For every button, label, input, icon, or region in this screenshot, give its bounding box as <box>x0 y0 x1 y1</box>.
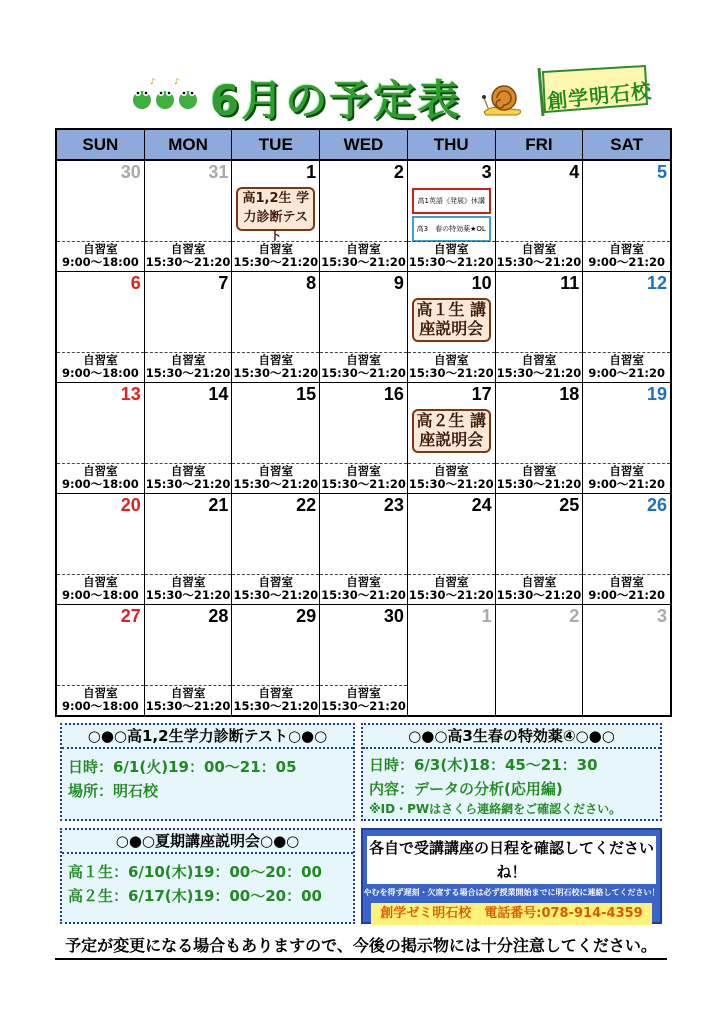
study-room-hours <box>496 241 583 271</box>
study-room-time: 15:30～21:20 <box>233 366 319 380</box>
calendar-day <box>145 605 233 715</box>
study-room-label: 自習室 <box>433 575 469 589</box>
study-room-hours <box>145 685 232 715</box>
calendar-day <box>145 494 233 604</box>
study-room-label: 自習室 <box>433 242 469 256</box>
study-room-time: 9:00～18:00 <box>62 588 139 602</box>
study-room-time: 15:30～21:20 <box>496 477 582 491</box>
info-test-date: 日時：6/1(火)19：00～21：05 <box>68 758 297 776</box>
study-room-time: 15:30～21:20 <box>233 699 319 713</box>
info-kou3-note: ※ID・PWはさくら連絡網をご確認ください。 <box>369 802 622 816</box>
info-test-title: ○●○高1,2生学力診断テスト○●○ <box>62 725 353 749</box>
calendar-day <box>145 161 233 271</box>
study-room-label: 自習室 <box>83 686 118 700</box>
study-room-hours <box>232 463 319 493</box>
study-room-hours <box>145 574 232 604</box>
study-room-label: 自習室 <box>83 353 118 367</box>
day-number: 15 <box>296 384 317 404</box>
study-room-hours <box>320 463 407 493</box>
study-room-label: 自習室 <box>609 242 644 256</box>
study-room-hours <box>145 463 232 493</box>
day-number: 5 <box>657 162 668 182</box>
event-badge: 高１生 講座説明会 <box>412 298 491 342</box>
day-number: 13 <box>120 384 141 404</box>
snail-icon <box>480 78 524 118</box>
info-test-place: 場所：明石校 <box>68 782 159 800</box>
logo-text: 創学明石校 <box>546 78 654 114</box>
study-room-time: 9:00～21:20 <box>588 366 666 380</box>
study-room-hours <box>320 685 407 715</box>
study-room-hours <box>320 352 407 382</box>
calendar-day <box>408 272 496 382</box>
study-room-label: 自習室 <box>258 686 294 700</box>
calendar-weeks <box>57 161 670 715</box>
study-room-label: 自習室 <box>346 575 381 589</box>
study-room-label: 自習室 <box>258 353 294 367</box>
study-room-label: 自習室 <box>521 464 557 478</box>
calendar-day <box>57 494 145 604</box>
study-room-hours <box>320 241 407 271</box>
study-room-hours <box>57 352 144 382</box>
calendar-day <box>408 605 496 715</box>
day-number: 20 <box>120 495 141 515</box>
study-room-hours <box>57 463 144 493</box>
day-number: 18 <box>559 384 580 404</box>
calendar-day <box>496 272 584 382</box>
calendar-day <box>583 605 670 715</box>
info-kou3-box <box>361 723 662 821</box>
study-room-time: 15:30～21:20 <box>321 366 406 380</box>
page-title: 6月の予定表 <box>210 76 462 125</box>
study-room-time: 15:30～21:20 <box>321 588 406 602</box>
study-room-time: 15:30～21:20 <box>233 255 319 269</box>
weekday-mon: MON <box>145 130 233 159</box>
day-number: 9 <box>393 273 404 293</box>
calendar-day <box>583 383 670 493</box>
calendar-day <box>320 494 408 604</box>
study-room-time: 9:00～21:20 <box>588 588 666 602</box>
day-number: 31 <box>208 162 229 182</box>
study-room-time: 15:30～21:20 <box>233 477 319 491</box>
calendar-week <box>57 272 670 383</box>
day-number: 7 <box>218 273 229 293</box>
day-number: 17 <box>471 384 492 404</box>
calendar-day <box>583 272 670 382</box>
day-number: 21 <box>208 495 229 515</box>
calendar-day <box>320 161 408 271</box>
info-test-box <box>60 723 355 821</box>
study-room-time: 15:30～21:20 <box>496 588 582 602</box>
weekday-sat: SAT <box>610 135 644 154</box>
info-kou3-date: 日時：6/3(木)18：45～21：30 <box>369 756 598 774</box>
calendar-day <box>408 161 496 271</box>
day-number: 16 <box>383 384 404 404</box>
calendar-day <box>145 383 233 493</box>
day-number: 28 <box>208 606 229 626</box>
study-room-hours <box>496 352 583 382</box>
day-number: 8 <box>306 273 317 293</box>
calendar-day <box>496 161 584 271</box>
day-number: 2 <box>393 162 404 182</box>
info-summer-line2: 高２生：6/17(木)19：00～20：00 <box>68 887 322 905</box>
study-room-time: 15:30～21:20 <box>408 255 494 269</box>
study-room-hours <box>583 574 670 604</box>
study-room-time: 15:30～21:20 <box>496 366 582 380</box>
calendar-day <box>496 383 584 493</box>
day-number: 1 <box>306 162 317 182</box>
study-room-label: 自習室 <box>83 575 118 589</box>
day-number: 25 <box>559 495 580 515</box>
study-room-time: 15:30～21:20 <box>321 255 406 269</box>
calendar-day <box>57 605 145 715</box>
calendar-day <box>232 605 320 715</box>
study-room-label: 自習室 <box>346 464 381 478</box>
study-room-label: 自習室 <box>433 353 469 367</box>
study-room-hours <box>408 463 495 493</box>
day-number: 6 <box>130 273 141 293</box>
study-room-hours <box>496 463 583 493</box>
day-number: 19 <box>647 384 668 404</box>
weekday-wed: WED <box>320 130 408 159</box>
notice-main: 各自で受講講座の日程を確認してくださいね！ <box>367 836 656 884</box>
study-room-time: 15:30～21:20 <box>145 366 231 380</box>
study-room-hours <box>232 352 319 382</box>
info-kou3-title: ○●○高3生春の特効薬④○●○ <box>363 725 660 749</box>
calendar-day <box>145 272 233 382</box>
notice-contact: 創学ゼミ明石校 電話番号:078-914-4359 <box>371 903 652 925</box>
study-room-label: 自習室 <box>346 242 381 256</box>
study-room-time: 15:30～21:20 <box>145 699 231 713</box>
day-number: 3 <box>657 606 668 626</box>
study-room-time: 9:00～18:00 <box>62 699 139 713</box>
header <box>55 62 667 126</box>
study-room-hours <box>57 685 144 715</box>
day-number: 11 <box>560 273 580 293</box>
weekday-sun: SUN <box>57 130 145 159</box>
study-room-time: 15:30～21:20 <box>496 255 582 269</box>
svg-text:♪: ♪ <box>150 77 156 86</box>
study-room-label: 自習室 <box>170 242 206 256</box>
event-badge: 高1,2生 学力診断テスト <box>236 187 315 231</box>
calendar-day <box>496 494 584 604</box>
study-room-hours <box>57 241 144 271</box>
calendar-day <box>320 605 408 715</box>
study-room-label: 自習室 <box>609 353 644 367</box>
study-room-hours <box>145 352 232 382</box>
calendar-week <box>57 161 670 272</box>
study-room-label: 自習室 <box>83 464 118 478</box>
study-room-label: 自習室 <box>609 575 644 589</box>
study-room-time: 9:00～18:00 <box>62 255 139 269</box>
calendar-day <box>408 494 496 604</box>
study-room-hours <box>57 574 144 604</box>
calendar-day <box>57 383 145 493</box>
day-number: 14 <box>208 384 229 404</box>
footer-note: 予定が変更になる場合もありますので、今後の掲示物には十分注意してください。 <box>55 934 667 960</box>
weekday-header <box>57 130 670 161</box>
calendar-day <box>57 161 145 271</box>
day-number: 2 <box>569 606 580 626</box>
event-note: 高1英語《発展》休講 <box>412 188 491 214</box>
info-kou3-content: 内容：データの分析(応用編) <box>369 780 563 798</box>
study-room-hours <box>583 352 670 382</box>
study-room-label: 自習室 <box>83 242 118 256</box>
calendar-day <box>583 494 670 604</box>
study-room-label: 自習室 <box>258 575 294 589</box>
day-number: 26 <box>647 495 668 515</box>
study-room-label: 自習室 <box>258 242 294 256</box>
calendar-day <box>320 383 408 493</box>
calendar-day <box>583 161 670 271</box>
study-room-time: 9:00～18:00 <box>62 366 139 380</box>
day-number: 3 <box>481 162 492 182</box>
study-room-time: 15:30～21:20 <box>321 699 406 713</box>
study-room-time: 15:30～21:20 <box>408 366 494 380</box>
study-room-hours <box>232 241 319 271</box>
day-number: 27 <box>120 606 141 626</box>
study-room-time: 15:30～21:20 <box>321 477 406 491</box>
study-room-hours <box>496 574 583 604</box>
study-room-hours <box>232 574 319 604</box>
day-number: 24 <box>471 495 492 515</box>
calendar-day <box>57 272 145 382</box>
event-badge: 高２生 講座説明会 <box>412 409 491 453</box>
calendar-day <box>232 383 320 493</box>
day-number: 29 <box>296 606 317 626</box>
study-room-time: 15:30～21:20 <box>145 477 231 491</box>
event-note: 高3 春の特効薬★OL <box>412 216 491 242</box>
weekday-tue: TUE <box>232 130 320 159</box>
study-room-time: 15:30～21:20 <box>408 588 494 602</box>
study-room-time: 9:00～21:20 <box>588 255 666 269</box>
study-room-hours <box>583 241 670 271</box>
svg-text:♪: ♪ <box>174 77 180 86</box>
frogs-icon <box>130 76 200 116</box>
study-room-label: 自習室 <box>521 575 557 589</box>
notice-box <box>361 828 662 924</box>
day-number: 30 <box>120 162 141 182</box>
study-room-label: 自習室 <box>170 686 206 700</box>
study-room-label: 自習室 <box>170 575 206 589</box>
calendar-day <box>232 272 320 382</box>
study-room-label: 自習室 <box>433 464 469 478</box>
info-summer-line1: 高１生：6/10(木)19：00～20：00 <box>68 863 322 881</box>
study-room-time: 15:30～21:20 <box>145 588 231 602</box>
calendar-week <box>57 605 670 715</box>
study-room-label: 自習室 <box>521 353 557 367</box>
info-summer-box <box>60 828 355 924</box>
study-room-hours <box>408 352 495 382</box>
study-room-label: 自習室 <box>609 464 644 478</box>
calendar-day <box>496 605 584 715</box>
study-room-label: 自習室 <box>346 353 381 367</box>
day-number: 23 <box>383 495 404 515</box>
study-room-time: 15:30～21:20 <box>145 255 231 269</box>
study-room-hours <box>145 241 232 271</box>
notice-sub: やむを得ず遅刻・欠席する場合は必ず授業開始までに明石校に連絡してください！ <box>363 888 660 897</box>
study-room-label: 自習室 <box>170 353 206 367</box>
study-room-label: 自習室 <box>346 686 381 700</box>
study-room-hours <box>408 574 495 604</box>
study-room-time: 9:00～21:20 <box>588 477 666 491</box>
calendar-day <box>232 494 320 604</box>
calendar-week <box>57 494 670 605</box>
study-room-time: 15:30～21:20 <box>233 588 319 602</box>
study-room-label: 自習室 <box>521 242 557 256</box>
study-room-hours <box>320 574 407 604</box>
day-number: 12 <box>647 273 668 293</box>
calendar-day <box>320 272 408 382</box>
study-room-time: 15:30～21:20 <box>408 477 494 491</box>
study-room-hours <box>583 463 670 493</box>
study-room-time: 9:00～18:00 <box>62 477 139 491</box>
info-summer-title: ○●○夏期講座説明会○●○ <box>62 830 353 854</box>
day-number: 22 <box>296 495 317 515</box>
study-room-hours <box>232 685 319 715</box>
day-number: 1 <box>481 606 492 626</box>
day-number: 10 <box>471 273 492 293</box>
calendar-day <box>408 383 496 493</box>
weekday-fri: FRI <box>496 130 584 159</box>
day-number: 4 <box>569 162 580 182</box>
study-room-label: 自習室 <box>170 464 206 478</box>
study-room-hours <box>408 241 495 271</box>
calendar-week <box>57 383 670 494</box>
weekday-thu: THU <box>408 130 496 159</box>
calendar <box>55 128 672 717</box>
calendar-day <box>232 161 320 271</box>
day-number: 30 <box>383 606 404 626</box>
study-room-label: 自習室 <box>258 464 294 478</box>
